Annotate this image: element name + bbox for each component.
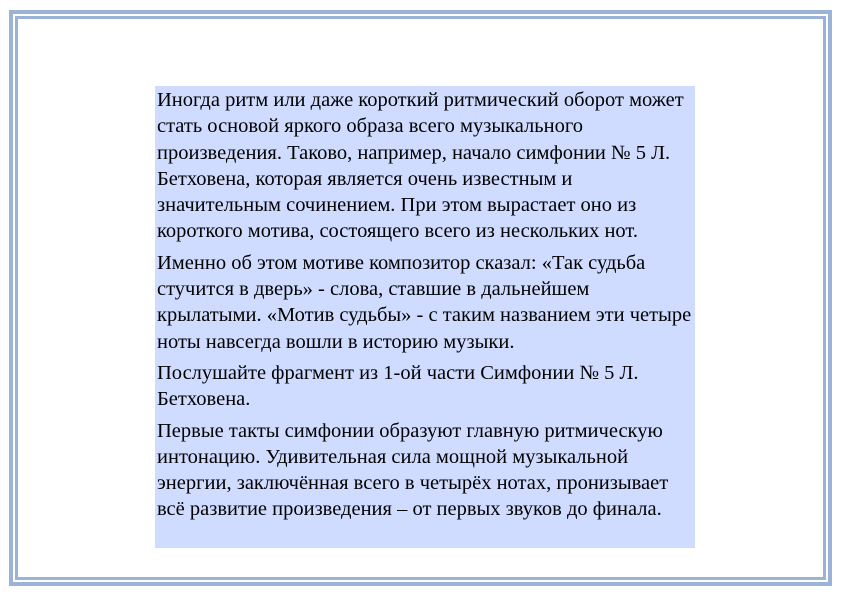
paragraph-rhythm-intro: Иногда ритм или даже короткий ритмический оборот может стать основой яркого образа всего музыкального произведения. Таково, например, начало симфонии № 5 Л. Бетховена, которая является очень известным и значительным сочинением. При этом вырастает оно из короткого мотива, состоящего всего из нескольких нот.: [157, 89, 684, 243]
paragraph-listen-fragment: Послушайте фрагмент из 1-ой части Симфонии № 5 Л. Бетховена.: [157, 361, 639, 411]
paragraph-fate-motif: Именно об этом мотиве композитор сказал: «Так судьба стучится в дверь» - слова, ставшие в дальнейшем крылатыми. «Мотив судьбы» - с таким названием эти четыре ноты навсегда вошли в историю музыки.: [157, 251, 692, 353]
text-box: [155, 86, 695, 548]
paragraph-first-bars: Первые такты симфонии образуют главную ритмическую интонацию. Удивительная сила мощной музыкальной энергии, заключённая всего в четырёх нотах, пронизывает всё развитие произведения – от первых звуков до финала.: [157, 419, 669, 521]
